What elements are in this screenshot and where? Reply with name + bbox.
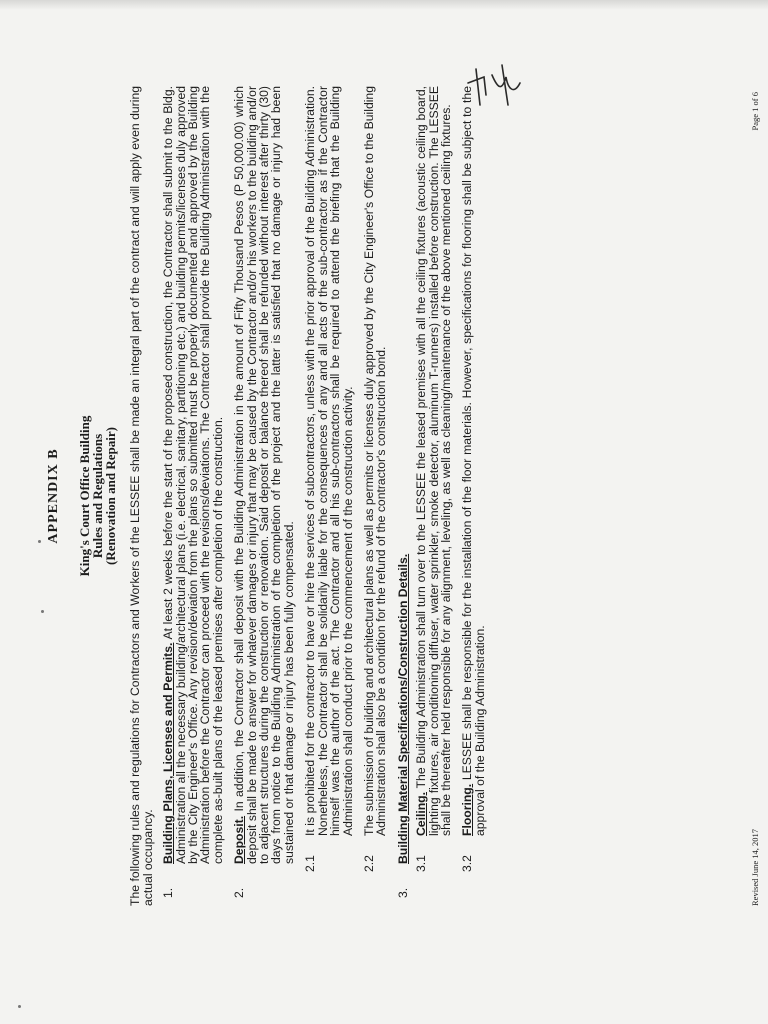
section-title: Building Material Specifications/Construction Details. — [395, 553, 410, 864]
subrule-text — [415, 86, 452, 836]
appendix-label: APPENDIX B — [46, 448, 61, 544]
rule-number: 1. — [161, 887, 176, 898]
subrule-number: 2.1 — [303, 855, 318, 872]
subrule-number: 2.2 — [361, 855, 376, 872]
rule-heading: Building Plans, Licenses and Permits. — [161, 642, 176, 864]
rule-body: In addition, the Contractor shall deposit with the Building Administration in the amount of Fifty Thousand Pesos (P 50,000.00) which deposit shall be made to answer for whatever damages or injury that may be caused by the Contractor and/or his workers to the building and/or to adjacent structures during the construction or renovation. Said deposit or balance thereof shall be refunded without interest after thirty (30) days from notice to the Building Administration of the completion of the project and the latter is satisfied that no damage or injury had been sustained or that damage or injury has been fully compensated. — [232, 86, 296, 864]
subrule-text — [461, 86, 486, 836]
rule-number: 2. — [232, 887, 247, 898]
subrule-heading: Ceiling. — [414, 791, 429, 836]
intro-paragraph: The following rules and regulations for Contractors and Workers of the LESSEE shall be made an integral part of the contract and will apply even during actual occupancy. — [128, 86, 155, 906]
section-heading — [397, 86, 409, 906]
subrule-text: The submission of building and architectural plans as well as permits or licenses duly approved by the City Engineer's Office to the Building Administration shall also be a condition for the refund of the contractor's construction bond. — [361, 86, 389, 836]
subrule-body: The Building Administration shall turn over to the LESSEE the leased premises with all the ceiling fixtures (acoustic ceiling board, lighting fixtures, air conditioning diffuser, water sprinkler, smoke detector, aluminum T-runners) installed before construction. The LESSEE shall be thereafter held responsible for any alignment, leveling, as well as cleaning/maintenance of the above mentioned ceiling fixtures. — [414, 86, 453, 836]
rule-heading: Deposit. — [232, 815, 247, 864]
subrule-number: 3.2 — [460, 855, 475, 872]
section-number: 3. — [395, 887, 410, 898]
building-name: King's Court Office Building — [77, 415, 93, 577]
rule-item — [162, 86, 224, 906]
page-number: Page 1 of 6 — [750, 92, 760, 131]
document-body — [48, 86, 495, 906]
revision-date: Revised June 14, 2017 — [750, 829, 760, 906]
rule-item — [233, 86, 295, 906]
subrule-item — [461, 86, 486, 906]
subrule-body: LESSEE shall be responsible for the installation of the floor materials. However, specifications for flooring shall be subject to the approval of the Building Administration. — [460, 86, 487, 836]
subrule-number: 3.1 — [414, 855, 429, 872]
rule-text — [162, 86, 224, 864]
document-title: Rules and Regulations — [90, 433, 106, 559]
subrule-item — [415, 86, 452, 906]
rule-text — [233, 86, 295, 864]
subrule-text: It is prohibited for the contractor to have or hire the services of subcontractors, unless with the prior approval of the Building Administration. Nonetheless, the Contractor shall be solidarily liable for the consequences of any and all acts of the sub-contractor as if the Contractor himself was the author of the act. The Contractor and all his sub-contractors shall be required to attend the briefing that the Building Administration shall conduct prior to the commencement of the construction activity. — [303, 86, 355, 836]
subrule-heading: Flooring. — [460, 783, 475, 836]
subrule-item — [363, 86, 388, 906]
rule-body: At least 2 weeks before the start of the proposed construction, the Contractor shall submit to the Bldg. Administration all the necessary building/architectural plans (i.e. electrical, sanitary, partitioning etc.) and building permits/licenses duly approved by the City Engineer's Office. Any revision/deviation from the plans so submitted must be properly documented and approved by the Building Administration before the Contractor can proceed with the revisions/deviations. The Contractor shall provide the Building Administration with the complete as-built plans of the leased premises after completion of the construction. — [161, 86, 225, 864]
subrule-item — [304, 86, 354, 906]
document-subtitle: (Renovation and Repair) — [103, 427, 119, 565]
